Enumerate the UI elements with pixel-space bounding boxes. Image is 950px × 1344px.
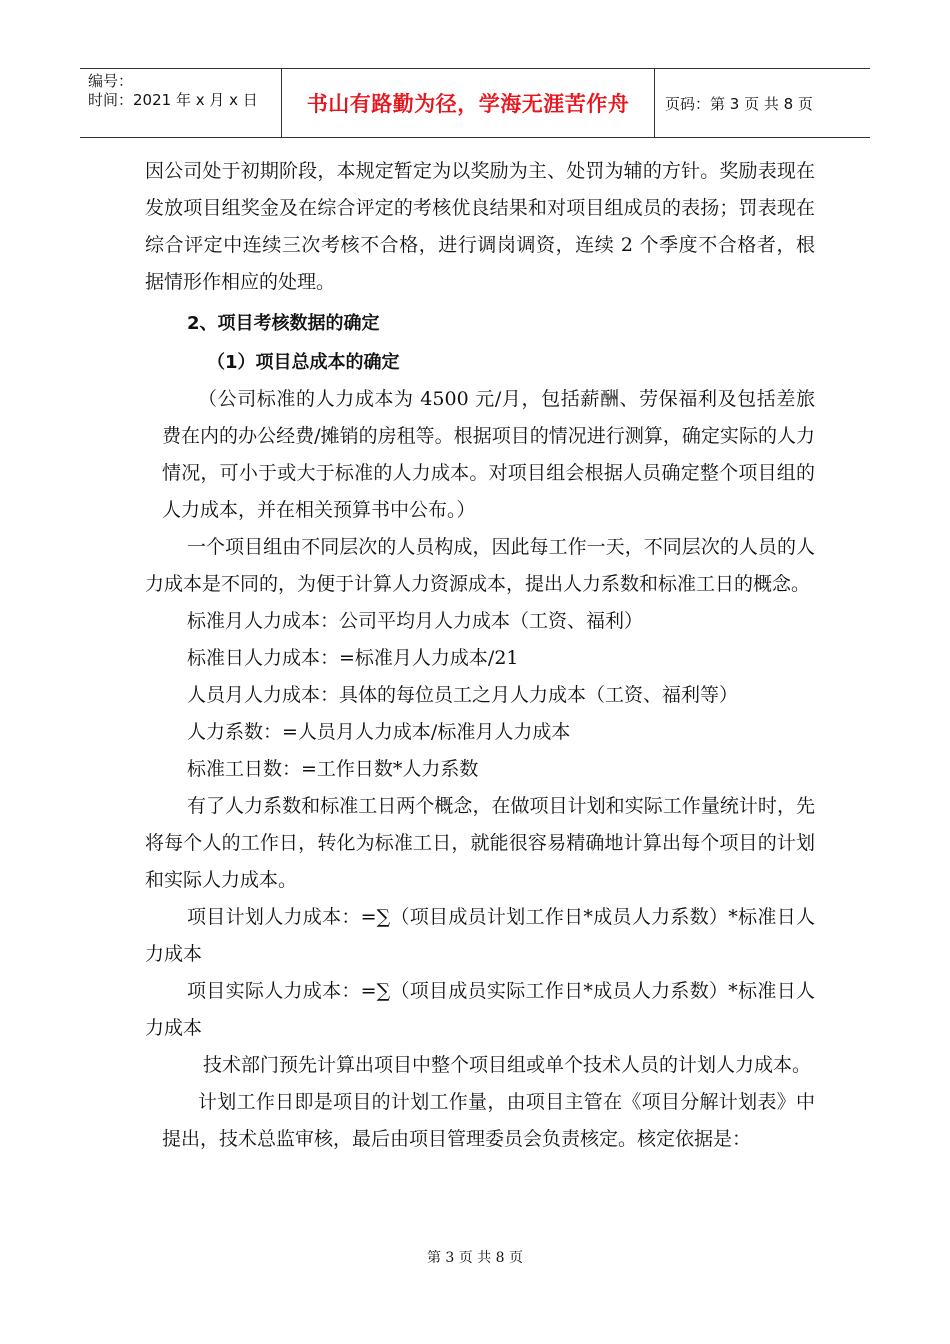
- formula-actual-cost: 项目实际人力成本：=∑（项目成员实际工作日*成员人力系数）*标准日人力成本: [145, 980, 815, 1039]
- formula-labor-coefficient: 人力系数：=人员月人力成本/标准月人力成本: [187, 721, 571, 743]
- paragraph-tech-dept: 技术部门预先计算出项目中整个项目组或单个技术人员的计划人力成本。: [203, 1054, 812, 1076]
- document-number-label: 编号：: [88, 72, 134, 90]
- header-page-info: 页码：第 3 页 共 8 页: [665, 94, 813, 113]
- section-heading: 2、项目考核数据的确定: [187, 313, 380, 334]
- subsection-heading: （1）项目总成本的确定: [207, 352, 400, 373]
- paragraph-conversion: 有了人力系数和标准工日两个概念，在做项目计划和实际工作量统计时，先将每个人的工作日，转化为标准工日，就能很容易精确地计算出每个项目的计划和实际人力成本。: [145, 795, 815, 891]
- document-body: [145, 153, 815, 1158]
- page-footer: 第 3 页 共 8 页: [426, 1250, 524, 1266]
- formula-standard-month-cost: 标准月人力成本：公司平均月人力成本（工资、福利）: [187, 610, 644, 632]
- paragraph-reward-policy: 因公司处于初期阶段，本规定暂定为以奖励为主、处罚为辅的方针。奖励表现在发放项目组奖金及在综合评定的考核优良结果和对项目组成员的表扬；罚表现在综合评定中连续三次考核不合格，进行调岗调资，连续 2 个季度不合格者，根据情形作相应的处理。: [145, 160, 815, 293]
- paragraph-planned-workdays: 计划工作日即是项目的计划工作量，由项目主管在《项目分解计划表》中提出，技术总监审核，最后由项目管理委员会负责核定。核定依据是：: [162, 1091, 815, 1150]
- header-meta-cell: [80, 69, 282, 137]
- paragraph-standard-cost: （公司标准的人力成本为 4500 元/月，包括薪酬、劳保福利及包括差旅费在内的办公经费/摊销的房租等。根据项目的情况进行测算，确定实际的人力情况，可小于或大于标准的人力成本。对项目组会根据人员确定整个项目组的人力成本，并在相关预算书中公布。）: [162, 388, 815, 521]
- formula-standard-workdays: 标准工日数：=工作日数*人力系数: [187, 758, 479, 780]
- formula-planned-cost: 项目计划人力成本：=∑（项目成员计划工作日*成员人力系数）*标准日人力成本: [145, 906, 815, 965]
- document-date: 时间：2021 年 x 月 x 日: [88, 91, 258, 109]
- header-motto: 书山有路勤为径，学海无涯苦作舟: [282, 69, 655, 137]
- paragraph-concept-intro: 一个项目组由不同层次的人员构成，因此每工作一天，不同层次的人员的人力成本是不同的，为便于计算人力资源成本，提出人力系数和标准工日的概念。: [145, 536, 815, 595]
- formula-person-month-cost: 人员月人力成本：具体的每位员工之月人力成本（工资、福利等）: [187, 684, 739, 706]
- document-header: [80, 68, 870, 138]
- formula-standard-day-cost: 标准日人力成本：=标准月人力成本/21: [187, 647, 519, 669]
